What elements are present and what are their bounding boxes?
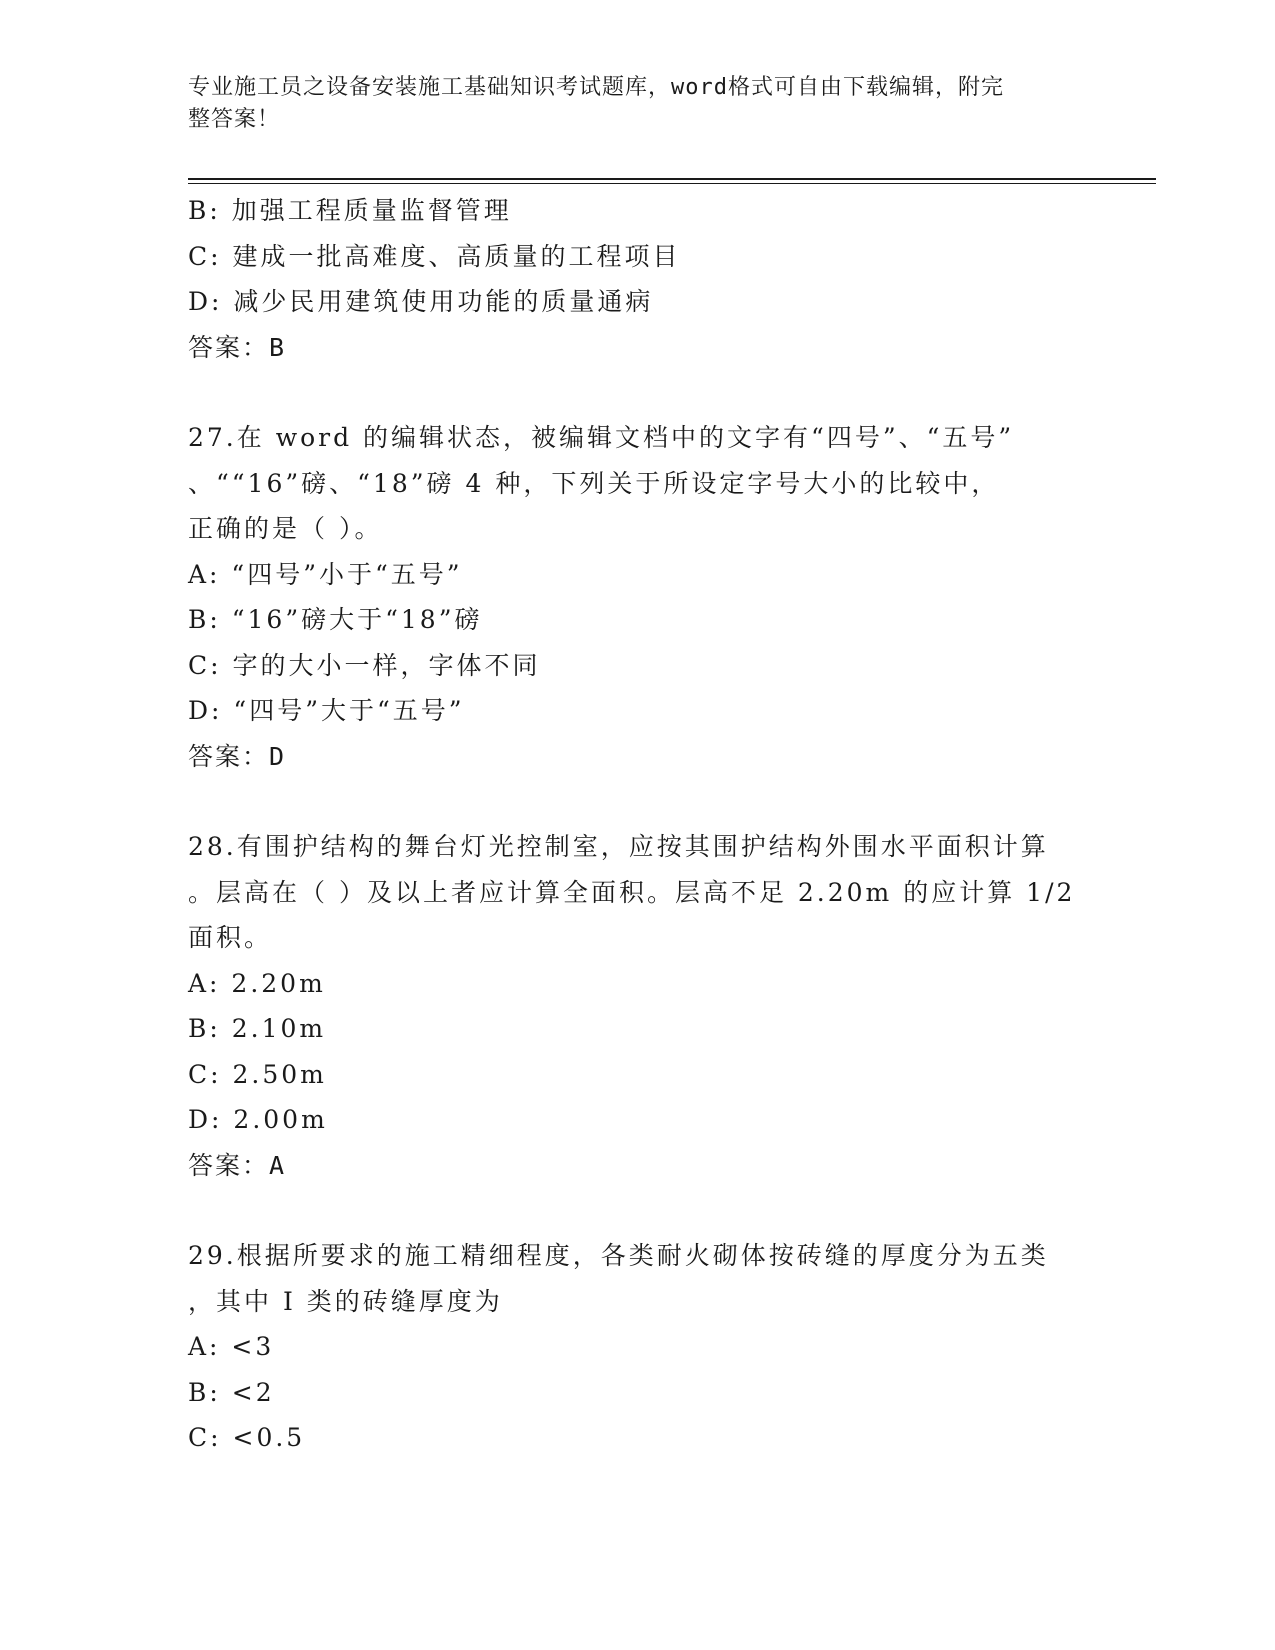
spacer xyxy=(188,370,1088,415)
answer: 答案：A xyxy=(188,1150,287,1180)
spacer xyxy=(188,779,1088,824)
option-b: B: “16”磅大于“18”磅 xyxy=(188,605,483,634)
option-a: A: “四号”小于“五号” xyxy=(188,559,463,589)
question-text-line: ，其中 I 类的砖缝厚度为 xyxy=(188,1286,503,1316)
header-line-2: 整答案！ xyxy=(188,107,281,132)
option-d: D: 减少民用建筑使用功能的质量通病 xyxy=(188,287,654,316)
header-divider-thick xyxy=(188,178,1156,180)
option-b: B: 2.10m xyxy=(188,1014,327,1043)
question-content xyxy=(188,188,1088,1461)
option-c: C: 2.50m xyxy=(188,1059,327,1089)
option-b: B: 加强工程质量监督管理 xyxy=(188,196,512,225)
document-header xyxy=(188,72,1068,136)
question-fragment xyxy=(188,188,1088,370)
question-28 xyxy=(188,824,1088,1188)
answer: 答案：B xyxy=(188,332,287,362)
question-text-line: 正确的是（ ）。 xyxy=(188,514,383,543)
spacer xyxy=(188,1188,1088,1233)
question-29 xyxy=(188,1233,1088,1461)
option-d: D: “四号”大于“五号” xyxy=(188,696,465,725)
option-b: B: <2 xyxy=(188,1377,275,1407)
option-a: A: 2.20m xyxy=(188,968,326,998)
question-text-line: 29.根据所要求的施工精细程度，各类耐火砌体按砖缝的厚度分为五类 xyxy=(188,1241,1049,1270)
header-divider-thin xyxy=(188,183,1156,184)
header-line-1: 专业施工员之设备安装施工基础知识考试题库，word格式可自由下载编辑，附完 xyxy=(188,75,1004,100)
option-a: A: <3 xyxy=(188,1332,275,1361)
question-text-line: 。层高在（ ）及以上者应计算全面积。层高不足 2.20m 的应计算 1/2 xyxy=(188,877,1076,907)
option-c: C: 字的大小一样，字体不同 xyxy=(188,650,541,680)
question-text-line: 27.在 word 的编辑状态，被编辑文档中的文字有“四号”、“五号” xyxy=(188,423,1015,452)
answer: 答案：D xyxy=(188,741,287,771)
question-text-line: 、““16”磅、“18”磅 4 种，下列关于所设定字号大小的比较中， xyxy=(188,468,1000,498)
question-text-line: 28.有围护结构的舞台灯光控制室，应按其围护结构外围水平面积计算 xyxy=(188,832,1049,861)
option-c: C: <0.5 xyxy=(188,1423,306,1452)
option-c: C: 建成一批高难度、高质量的工程项目 xyxy=(188,241,681,271)
question-27 xyxy=(188,415,1088,779)
option-d: D: 2.00m xyxy=(188,1105,328,1134)
question-text-line: 面积。 xyxy=(188,923,273,952)
